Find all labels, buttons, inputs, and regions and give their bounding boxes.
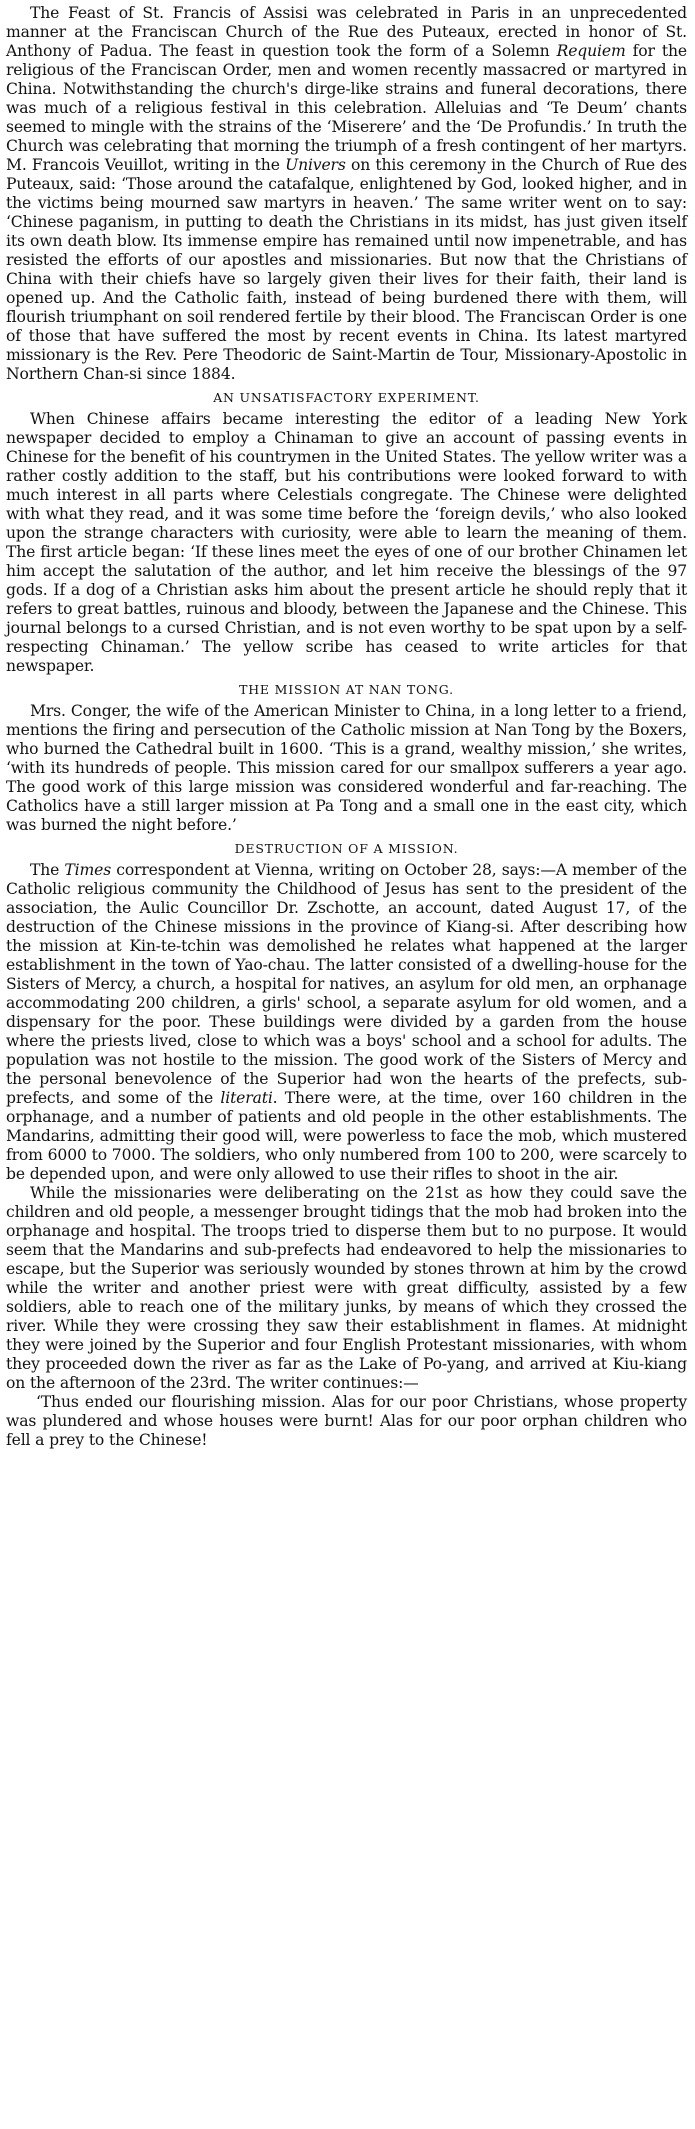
- text-run: correspondent at Vienna, writing on October 28, says:—A member of the Catholic religious community the Childhood of Jesus has sent to the president of the association, the Aulic Councillor Dr. Zschotte, an account, dated August 17, of the destruction of the Chinese missions in the province of Kiang-si. After describing how the mission at Kin-te-tchin was demolished he relates what happened at the larger establishment in the town of Yao-chau. The latter consisted of a dwelling-house for the Sisters of Mercy, a church, a hospital for natives, an asylum for old men, an orphanage accommodating 200 children, a girls' school, a separate asylum for old women, and a dispensary for the poor. These buildings were divided by a garden from the house where the priests lived, close to which was a boys' school and a school for adults. The population was not hostile to the mission. The good work of the Sisters of Mercy and the personal benevolence of the Superior had won the hearts of the prefects, sub-prefects, and some of the: [6, 861, 687, 1107]
- italic-term-requiem: Requiem: [556, 42, 626, 60]
- section-heading-destruction-of-a-mission: DESTRUCTION OF A MISSION.: [234, 841, 459, 856]
- italic-term-univers: Univers: [285, 156, 346, 174]
- text-run: The: [30, 861, 65, 879]
- italic-term-literati: literati: [220, 1089, 273, 1107]
- paragraph-mrs-conger-letter: Mrs. Conger, the wife of the American Minister to China, in a long letter to a friend, mentions the firing and persecution of the Catholic mission at Nan Tong by the Boxers, who burned the Cathedral built in 1600. ‘This is a grand, wealthy mission,’ she writes, ‘with its hundreds of people. This mission cared for our smallpox sufferers a year ago. The good work of this large mission was considered wonderful and far-reaching. The Catholics have a still larger mission at Pa Tong and a small one in the east city, which was burned the night before.’: [6, 702, 687, 834]
- paragraph-chinese-newspaper: When Chinese affairs became interesting the editor of a leading New York newspaper decided to employ a Chinaman to give an account of passing events in Chinese for the benefit of his countrymen in the United States. The yellow writer was a rather costly addition to the staff, but his contributions were looked forward to with much interest in all parts where Celestials congregate. The Chinese were delighted with what they read, and it was some time before the ‘foreign devils,’ who also looked upon the strange characters with curiosity, were able to learn the meaning of them. The first article began: ‘If these lines meet the eyes of one of our brother Chinamen let him accept the salutation of the author, and let him receive the blessings of the 97 gods. If a dog of a Christian asks him about the present article he should reply that it refers to great battles, ruinous and bloody, between the Japanese and the Chinese. This journal belongs to a cursed Christian, and is not even worthy to be spat upon by a self-respecting Chinaman.’ The yellow scribe has ceased to write articles for that newspaper.: [6, 410, 688, 675]
- paragraph-missionaries-escape: While the missionaries were deliberating on the 21st as how they could save the children and old people, a messenger brought tidings that the mob had broken into the orphanage and hospital. The troops tried to disperse them but to no purpose. It would seem that the Mandarins and sub-prefects had endeavored to help the missionaries to escape, but the Superior was seriously wounded by stones thrown at him by the crowd while the writer and another priest were with great difficulty, assisted by a few soldiers, able to reach one of the military junks, by means of which they crossed the river. While they were crossing they saw their establishment in flames. At midnight they were joined by the Superior and four English Protestant missionaries, with whom they proceeded down the river as far as the Lake of Po-yang, and arrived at Kiu-kiang on the afternoon of the 23rd. The writer continues:—: [6, 1184, 687, 1392]
- text-run: The Feast of St. Francis of Assisi was celebrated in Paris in an unprecedented manner at the Franciscan Church of the Rue des Puteaux, erected in honor of St. Anthony of Padua. The feast in question took the form of a Solemn: [6, 4, 687, 60]
- text-run: on this ceremony in the Church of Rue des Puteaux, said: ‘Those around the catafalque, enlightened by God, looked higher, and in the victims being mourned saw martyrs in heaven.’ The same writer went on to say: ‘Chinese paganism, in putting to death the Christians in its midst, has just given itself its own death blow. Its immense empire has remained until now impenetrable, and has resisted the efforts of our apostles and missionaries. But now that the Christians of China with their chiefs have so largely given their lives for their faith, their land is opened up. And the Catholic faith, instead of being burdened there with them, will flourish triumphant on soil rendered fertile by their blood. The Franciscan Order is one of those that have suffered the most by recent events in China. Its latest martyred missionary is the Rev. Pere Theodoric de Saint-Martin de Tour, Missionary-Apostolic in Northern Chan-si since 1884.: [6, 156, 687, 383]
- text-run: for the religious of the Franciscan Order, men and women recently massacred or martyred in China. Notwithstanding the church's dirge-like strains and funeral decorations, there was much of a religious festival in this celebration. Alleluias and ‘Te Deum’ chants seemed to mingle with the strains of the ‘Miserere’ and the ‘De Profundis.’ In truth the Church was celebrating that morning the triumph of a fresh contingent of her martyrs. M. Francois Veuillot, writing in the: [6, 42, 687, 174]
- paragraph-feast-of-st-francis: [6, 4, 687, 384]
- paragraph-closing-quote: ‘Thus ended our flourishing mission. Alas for our poor Christians, whose property was plundered and whose houses were burnt! Alas for our poor orphan children who fell a prey to the Chinese!: [6, 1393, 687, 1449]
- italic-term-times: Times: [64, 861, 112, 879]
- section-heading-mission-at-nan-tong: THE MISSION AT NAN TONG.: [239, 682, 454, 697]
- paragraph-times-correspondent: [6, 861, 687, 1184]
- text-run: . There were, at the time, over 160 children in the orphanage, and a number of patients and old people in the other establishments. The Mandarins, admitting their good will, were powerless to face the mob, which mustered from 6000 to 7000. The soldiers, who only numbered from 100 to 200, were scarcely to be depended upon, and were only allowed to use their rifles to shoot in the air.: [6, 1089, 687, 1183]
- section-heading-unsatisfactory-experiment: AN UNSATISFACTORY EXPERIMENT.: [213, 390, 480, 405]
